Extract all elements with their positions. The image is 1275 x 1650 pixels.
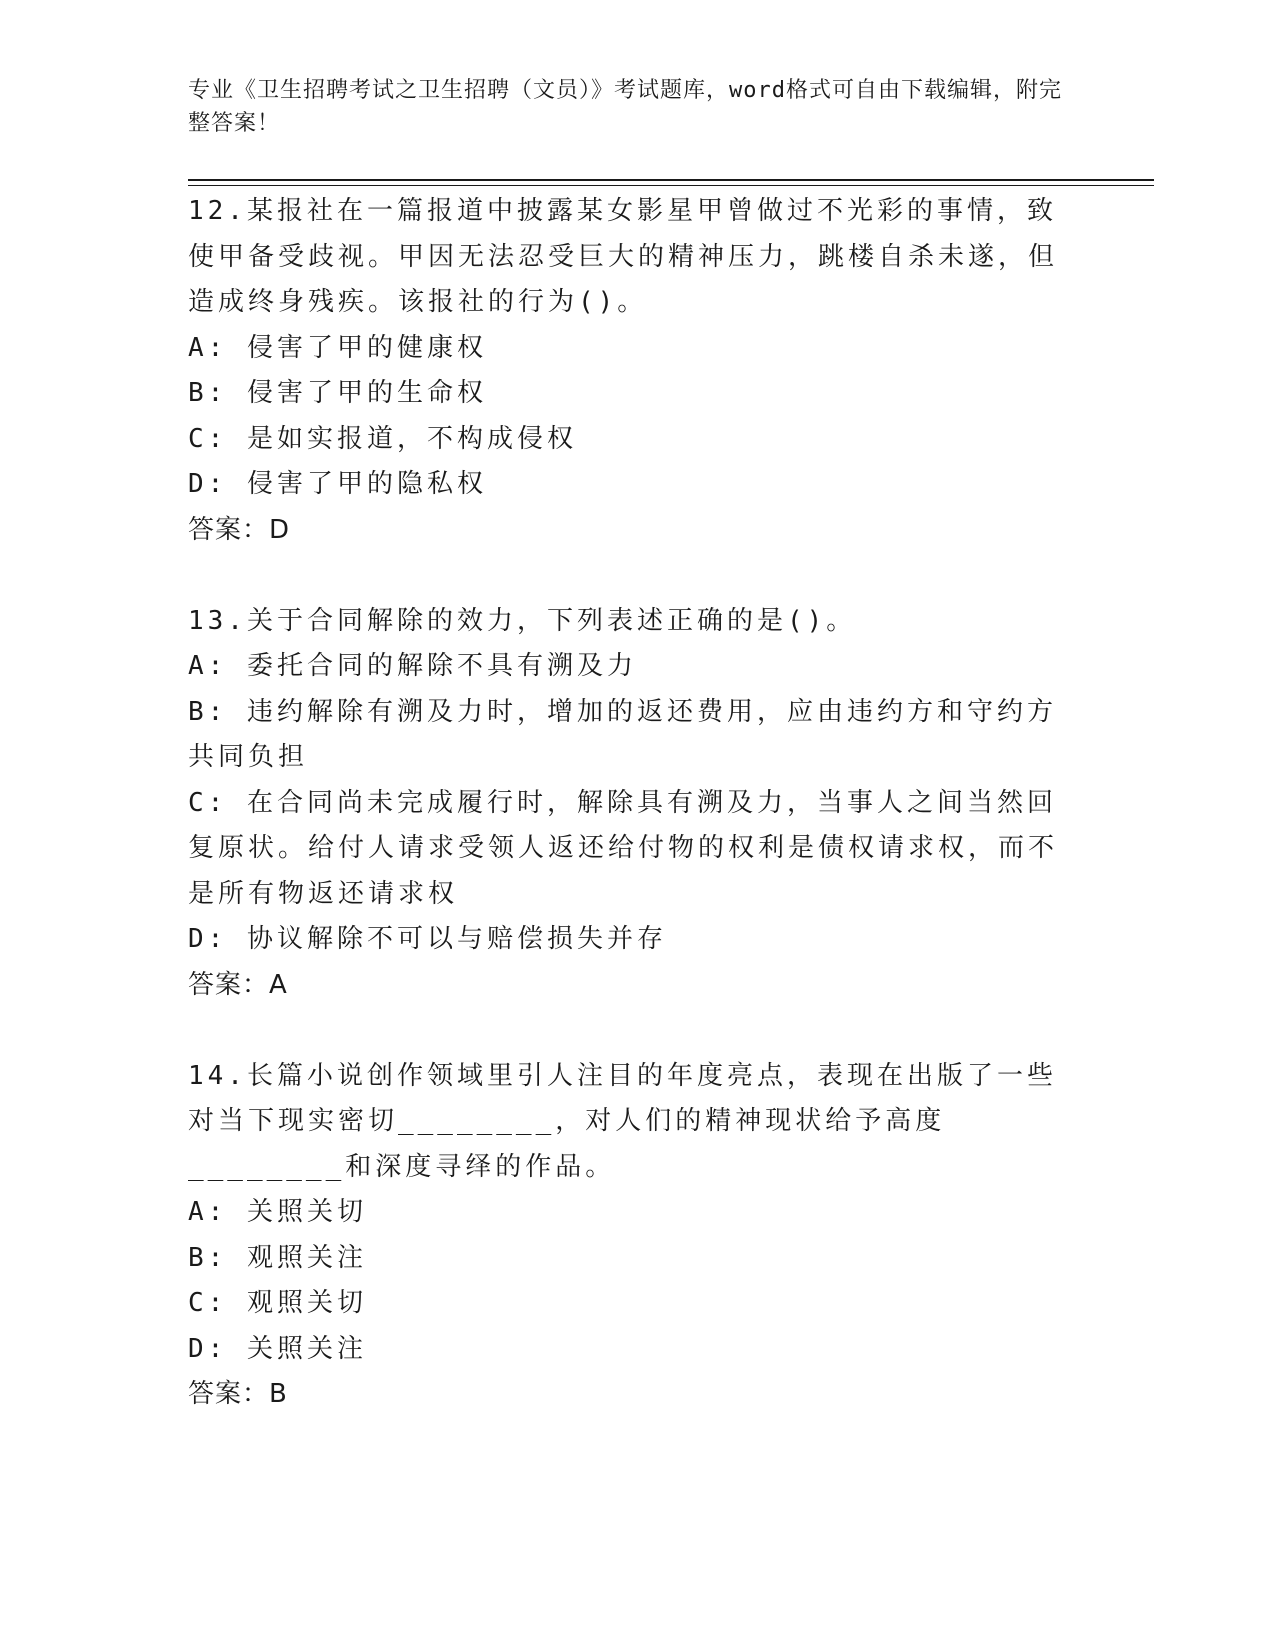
option-c: C: 观照关切 (188, 1288, 367, 1318)
option-d: D: 侵害了甲的隐私权 (188, 469, 487, 499)
question-block (188, 599, 1068, 1009)
answer: 答案：B (188, 1379, 288, 1409)
question-stem: 13.关于合同解除的效力，下列表述正确的是()。 (188, 605, 857, 636)
option-a: A: 侵害了甲的健康权 (188, 332, 487, 363)
question-list (188, 189, 1068, 1418)
answer: 答案：A (188, 969, 288, 1000)
header-divider-thick (188, 179, 1154, 181)
option-a: A: 委托合同的解除不具有溯及力 (188, 651, 637, 681)
answer: 答案：D (188, 514, 291, 545)
question-stem: 14.长篇小说创作领域里引人注目的年度亮点，表现在出版了一些对当下现实密切________，对人们的精神现状给予高度________和深度寻绎的作品。 (188, 1060, 1057, 1182)
option-a: A: 关照关切 (188, 1197, 367, 1227)
option-b: B: 观照关注 (188, 1242, 367, 1273)
question-block (188, 189, 1068, 553)
option-c: C: 在合同尚未完成履行时，解除具有溯及力，当事人之间当然回复原状。给付人请求受领人返还给付物的权利是债权请求权，而不是所有物返还请求权 (188, 787, 1059, 909)
option-b: B: 侵害了甲的生命权 (188, 378, 487, 408)
option-b: B: 违约解除有溯及力时，增加的返还费用，应由违约方和守约方共同负担 (188, 696, 1057, 772)
spacer (188, 1008, 1068, 1054)
option-c: C: 是如实报道，不构成侵权 (188, 423, 577, 454)
question-block (188, 1054, 1068, 1418)
header-divider-thin (188, 185, 1154, 186)
option-d: D: 关照关注 (188, 1333, 367, 1364)
spacer (188, 553, 1068, 599)
question-stem: 12.某报社在一篇报道中披露某女影星甲曾做过不光彩的事情，致使甲备受歧视。甲因无法忍受巨大的精神压力，跳楼自杀未遂，但造成终身残疾。该报社的行为()。 (188, 196, 1059, 317)
document-header: 专业《卫生招聘考试之卫生招聘（文员）》考试题库，word格式可自由下载编辑，附完整答案！ (188, 78, 1062, 136)
option-d: D: 协议解除不可以与赔偿损失并存 (188, 924, 667, 954)
